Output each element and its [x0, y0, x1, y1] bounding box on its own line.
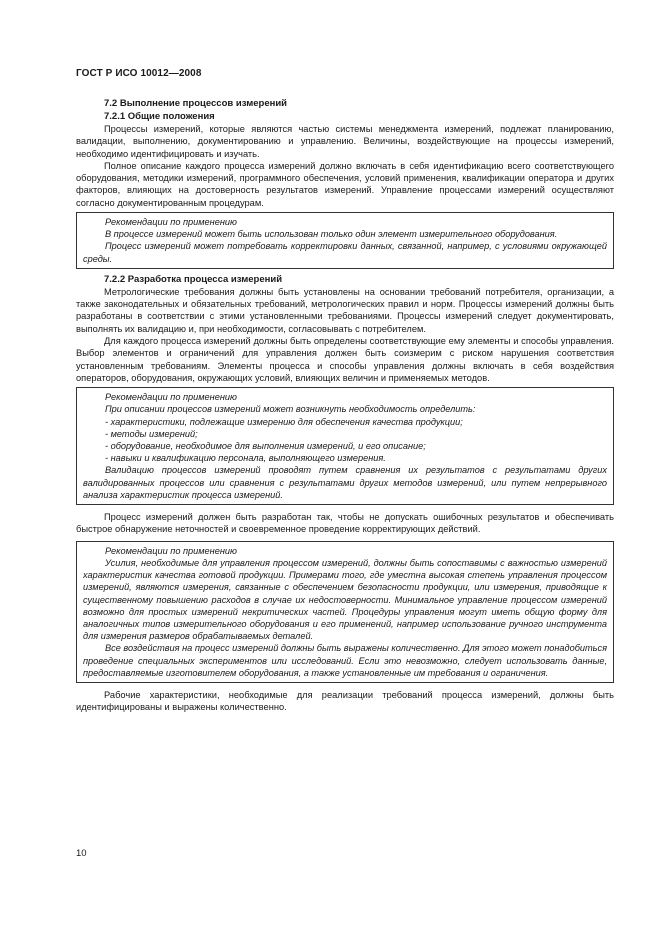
application-note — [76, 387, 614, 505]
note-list-item: - методы измерений; — [105, 428, 198, 439]
paragraph: Метрологические требования должны быть установлены на основании требований потребителя, организации, а также законодательных и обязательных требований, метрологических правил и норм. Процессы измерений должны быть разработаны в соответствии с этими установленными требованиями. Процессы измерений следует документировать, выполнять их валидацию и, при необходимости, согласовывать с потребителем. — [76, 286, 614, 334]
note-paragraph: Усилия, необходимые для управления процессом измерений, должны быть сопоставимы с важностью измерений характеристик качества готовой продукции. Примерами того, где уместна высокая степень управления процессом измерений, являются измерения, связанные с обеспечением безопасности продукции, или измерения, приводящие к существенному повышению расходов в случае их недостоверности. Минимальное управление процессом измерений возможно для простых измерений некритических частей. Процедуры управления могут иметь общую форму для аналогичных типов измерительного оборудования и его применений, например использование ручного инструмента для измерения размеров обрабатываемых деталей. — [83, 557, 607, 642]
note-list-item: - навыки и квалификацию персонала, выполняющего измерения. — [105, 453, 386, 464]
note-title: Рекомендации по применению — [105, 545, 237, 556]
paragraph: Процесс измерений должен быть разработан так, чтобы не допускать ошибочных результатов и обеспечивать быстрое обнаружение неточностей и своевременное проведение корректирующих действий. — [76, 512, 614, 535]
note-paragraph: Валидацию процессов измерений проводят путем сравнения их результатов с результатами других валидированных процессов или сравнения с результатами других методов измерений, или путем непрерывного анализа характеристик процесса измерений. — [83, 465, 607, 500]
paragraph: Процессы измерений, которые являются частью системы менеджмента измерений, подлежат планированию, валидации, выполнению, документированию и управлению. Величины, воздействующие на процессы измерений, необходимо идентифицировать и изучать. — [76, 124, 614, 159]
application-note — [76, 541, 614, 683]
subsection-heading-7-2-2: 7.2.2 Разработка процесса измерений — [104, 273, 283, 285]
note-list-item: - оборудование, необходимое для выполнения измерений, и его описание; — [105, 441, 426, 452]
note-title: Рекомендации по применению — [105, 392, 237, 403]
paragraph: Рабочие характеристики, необходимые для реализации требований процесса измерений, должны быть идентифицированы и выражены количественно. — [76, 689, 614, 713]
application-note — [76, 212, 614, 269]
document-header: ГОСТ Р ИСО 10012—2008 — [76, 68, 202, 79]
paragraph: Для каждого процесса измерений должны быть определены соответствующие ему элементы и способы управления. Выбор элементов и ограничений для управления должен быть соизмерим с риском нарушения соответствия установленным требованиям. Элементы процесса и способы управления должны включать в себя воздействия операторов, оборудования, окружающих условий, влияющих величин и применяемых методов. — [76, 336, 614, 383]
note-intro: При описании процессов измерений может возникнуть необходимость определить: — [105, 404, 476, 415]
note-paragraph: Все воздействия на процесс измерений должны быть выражены количественно. Для этого может понадобиться проведение специальных экспериментов или исследований. Если это невозможно, следует использовать данные, предоставляемые изготовителем оборудования, а также установленные им требования и ограничения. — [83, 643, 607, 678]
page-number: 10 — [76, 848, 87, 859]
section-heading: 7.2 Выполнение процессов измерений — [104, 98, 288, 109]
paragraph: Полное описание каждого процесса измерений должно включать в себя идентификацию всего соответствующего оборудования, методики измерений, программного обеспечения, условий применения, квалификации оператора и других факторов, влияющих на достоверность результатов измерений. Управление процессами измерений осуществляют согласно документированным процедурам. — [76, 160, 614, 208]
note-list-item: - характеристики, подлежащие измерению для обеспечения качества продукции; — [105, 416, 463, 427]
subsection-heading-7-2-1: 7.2.1 Общие положения — [104, 111, 215, 122]
note-paragraph: Процесс измерений может потребовать корректировки данных, связанной, например, с условиями окружающей среды. — [83, 241, 607, 264]
section-7-2 — [76, 97, 614, 714]
note-paragraph: В процессе измерений может быть использован только один элемент измерительного оборудования. — [105, 229, 558, 240]
note-title: Рекомендации по применению — [105, 217, 237, 228]
